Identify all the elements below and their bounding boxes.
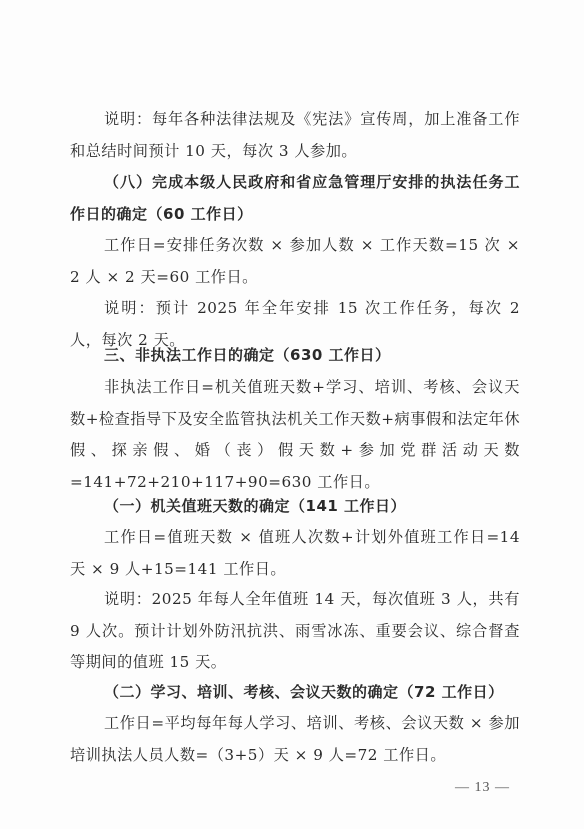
heading-subsection-2: （二）学习、培训、考核、会议天数的确定（72 工作日） [104, 683, 504, 701]
paragraph-formula-tasks: 工作日=安排任务次数 × 参加人数 × 工作天数=15 次 × 2 人 × 2 天=60 工作日。 [70, 236, 520, 286]
paragraph-note-duty: 说明：2025 年每人全年值班 14 天，每次值班 3 人，共有 9 人次。预计计划外防汛抗洪、雨雪冰冻、重要会议、综合督查等期间的值班 15 天。 [70, 590, 520, 671]
heading-subsection-1: （一）机关值班天数的确定（141 工作日） [104, 497, 407, 515]
heading-section-3: 三、非执法工作日的确定（630 工作日） [104, 346, 391, 364]
paragraph-training-formula: 工作日=平均每年每人学习、培训、考核、会议天数 × 参加培训执法人员人数=（3+5）天 × 9 人=72 工作日。 [70, 714, 520, 764]
heading-section-8: （八）完成本级人民政府和省应急管理厅安排的执法任务工作日的确定（60 工作日） [70, 173, 520, 223]
page-number: — 13 — [455, 780, 510, 795]
paragraph-note-law-publicity: 说明：每年各种法律法规及《宪法》宣传周，加上准备工作和总结时间预计 10 天，每次 3 人参加。 [70, 110, 520, 160]
paragraph-duty-formula: 工作日=值班天数 × 值班人次数+计划外值班工作日=14 天 × 9 人+15=141 工作日。 [70, 528, 520, 578]
paragraph-note-tasks: 说明：预计 2025 年全年安排 15 次工作任务，每次 2 人，每次 2 天。 [70, 299, 520, 349]
paragraph-non-enforcement-formula: 非执法工作日=机关值班天数+学习、培训、考核、会议天数+检查指导下及安全监管执法机关工作天数+病事假和法定年休假、探亲假、婚（丧）假天数+参加党群活动天数=141+72+210+117+90=630 工作日。 [70, 378, 521, 491]
